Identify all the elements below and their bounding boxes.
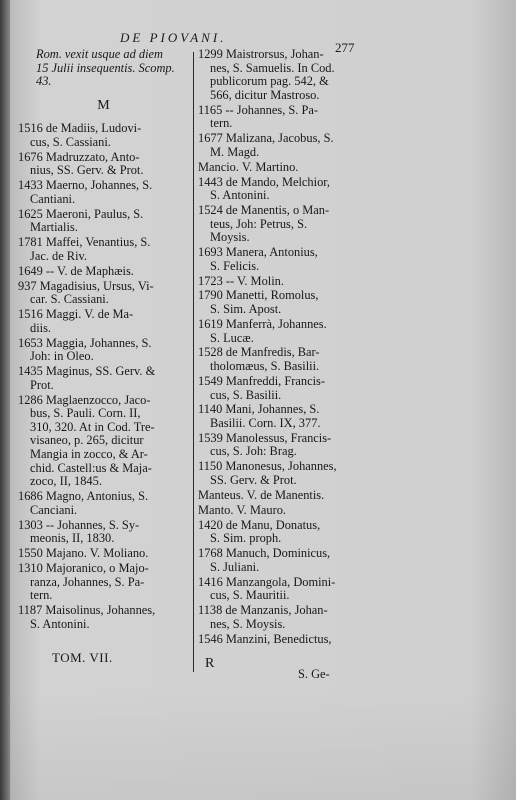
entry-line: S. Felicis. xyxy=(210,258,260,273)
entry-line: 1550 Majano. V. Moliano. xyxy=(18,546,149,561)
register-entry xyxy=(198,246,373,273)
entry-line: 1677 Malizana, Jacobus, S. xyxy=(198,131,334,146)
register-entry xyxy=(198,432,373,459)
entry-line: 1768 Manuch, Dominicus, xyxy=(198,546,331,561)
register-entry xyxy=(18,308,190,335)
entry-line: cus, S. Cassiani. xyxy=(30,134,111,149)
entry-line: cus, S. Basilii. xyxy=(210,387,282,402)
register-entry xyxy=(198,346,373,373)
entry-line: Prot. xyxy=(30,377,54,392)
register-entry xyxy=(18,365,190,392)
entry-line: 1286 Maglaenzocco, Jaco- xyxy=(18,392,151,407)
running-head: DE PIOVANI. xyxy=(120,30,227,45)
entry-line: Joh: in Oleo. xyxy=(30,349,94,364)
register-entry xyxy=(18,265,190,279)
entry-line: 1539 Manolessus, Francis- xyxy=(198,430,332,445)
entry-line: S. Antonini. xyxy=(30,616,90,631)
entry-line: 1549 Manfreddi, Francis- xyxy=(198,373,325,388)
entry-line: Basilii. Corn. IX, 377. xyxy=(210,416,321,430)
section-letter: M xyxy=(97,97,111,113)
entry-line: tern. xyxy=(30,588,53,603)
left-entries xyxy=(18,122,190,631)
catchword: S. Ge- xyxy=(298,667,330,681)
entry-line: Mangia in zocco, & Ar- xyxy=(30,447,148,461)
register-entry xyxy=(18,151,190,178)
entry-line: 1516 Maggi. V. de Ma- xyxy=(18,307,134,322)
register-entry xyxy=(18,280,190,307)
entry-line: 1723 -- V. Molin. xyxy=(198,273,284,288)
register-entry xyxy=(198,504,373,518)
entry-line: nes, S. Samuelis. In Cod. xyxy=(210,60,335,75)
register-entry xyxy=(18,337,190,364)
column-divider xyxy=(193,52,194,672)
register-entry xyxy=(198,318,373,345)
register-entry xyxy=(18,547,190,561)
entry-line: nes, S. Moysis. xyxy=(210,616,286,631)
entry-line: 1619 Manferrà, Johannes. xyxy=(198,316,327,331)
register-entry xyxy=(18,394,190,489)
register-entry xyxy=(198,375,373,402)
entry-line: 1140 Mani, Johannes, S. xyxy=(198,402,320,417)
entry-line: 1686 Magno, Antonius, S. xyxy=(18,489,149,504)
entry-line: S. Sim. proph. xyxy=(210,531,282,546)
register-entry xyxy=(18,519,190,546)
register-entry xyxy=(198,547,373,574)
entry-line: 1676 Madruzzato, Anto- xyxy=(18,149,140,164)
register-entry xyxy=(198,460,373,487)
entry-line: SS. Gerv. & Prot. xyxy=(210,472,297,487)
entry-line: Manteus. V. de Manentis. xyxy=(198,487,325,502)
register-entry xyxy=(198,489,373,503)
entry-line: S. Juliani. xyxy=(210,559,260,574)
volume-label: TOM. VII. xyxy=(52,650,113,665)
entry-line: 1781 Maffei, Venantius, S. xyxy=(18,235,151,250)
register-entry xyxy=(198,132,373,159)
entry-line: 1524 de Manentis, o Man- xyxy=(198,203,330,218)
register-entry xyxy=(198,176,373,203)
entry-line: 566, dicitur Mastroso. xyxy=(210,87,320,102)
entry-line: S. Sim. Apost. xyxy=(210,302,282,317)
register-entry xyxy=(198,403,373,430)
entry-line: Canciani. xyxy=(30,502,78,517)
entry-line: 1625 Maeroni, Paulus, S. xyxy=(18,206,144,221)
entry-line: tholomæus, S. Basilii. xyxy=(210,359,320,374)
entry-line: Manto. V. Mauro. xyxy=(198,502,286,517)
entry-line: Mancio. V. Martino. xyxy=(198,159,299,174)
entry-line: cus, S. Mauritii. xyxy=(210,588,290,603)
lower-page-margin xyxy=(0,690,516,800)
entry-line: 1138 de Manzanis, Johan- xyxy=(198,603,328,618)
register-entry xyxy=(198,48,373,102)
register-entry xyxy=(18,490,190,517)
right-entries xyxy=(198,48,373,646)
entry-line: publicorum pag. 542, & xyxy=(210,74,329,89)
entry-line: Jac. de Riv. xyxy=(30,248,88,263)
entry-line: S. Antonini. xyxy=(210,188,270,203)
register-entry xyxy=(198,161,373,175)
entry-line: 1303 -- Johannes, S. Sy- xyxy=(18,517,140,532)
register-entry xyxy=(198,204,373,245)
entry-line: 310, 320. At in Cod. Tre- xyxy=(30,419,155,434)
entry-line: 1653 Maggia, Johannes, S. xyxy=(18,335,152,350)
entry-line: 1310 Majoranico, o Majo- xyxy=(18,560,149,575)
entry-line: 1416 Manzangola, Domini- xyxy=(198,574,336,589)
register-entry xyxy=(198,275,373,289)
entry-line: 1516 de Madiis, Ludovi- xyxy=(18,121,142,136)
entry-line: nius, SS. Gerv. & Prot. xyxy=(30,163,144,178)
register-entry xyxy=(18,604,190,631)
entry-line: S. Lucæ. xyxy=(210,330,254,345)
entry-line: 1790 Manetti, Romolus, xyxy=(198,288,319,303)
register-entry xyxy=(18,236,190,263)
entry-line: car. S. Cassiani. xyxy=(30,292,109,307)
intro-line: Rom. vexit usque ad diem xyxy=(36,47,163,61)
intro-continuation xyxy=(18,48,190,89)
intro-line: 15 Julii insequentis. Scomp. xyxy=(36,60,175,75)
entry-line: 1443 de Mando, Melchior, xyxy=(198,174,330,189)
entry-line: 1528 de Manfredis, Bar- xyxy=(198,345,320,360)
entry-line: cus, S. Joh: Brag. xyxy=(210,444,297,459)
register-entry xyxy=(18,122,190,149)
entry-line: Cantiani. xyxy=(30,191,76,206)
register-entry xyxy=(198,104,373,131)
entry-line: 1165 -- Johannes, S. Pa- xyxy=(198,102,318,117)
register-entry xyxy=(198,604,373,631)
entry-line: visaneo, p. 265, dicitur xyxy=(30,433,144,448)
entry-line: diis. xyxy=(30,320,51,335)
register-entry xyxy=(18,562,190,603)
entry-line: 1187 Maisolinus, Johannes, xyxy=(18,603,156,618)
register-entry xyxy=(198,576,373,603)
entry-line: zoco, II, 1845. xyxy=(30,474,102,489)
register-entry xyxy=(198,633,373,647)
register-entry xyxy=(198,519,373,546)
left-column xyxy=(18,48,190,633)
entry-line: meonis, II, 1830. xyxy=(30,531,115,546)
entry-line: 1435 Maginus, SS. Gerv. & xyxy=(18,364,156,379)
entry-line: 937 Magadisius, Ursus, Vi- xyxy=(18,278,154,293)
entry-line: 1693 Manera, Antonius, xyxy=(198,245,318,260)
register-entry xyxy=(18,179,190,206)
entry-line: tern. xyxy=(210,116,233,131)
entry-line: 1433 Maerno, Johannes, S. xyxy=(18,178,153,193)
page-number: 277 xyxy=(335,40,355,55)
entry-line: 1150 Manonesus, Johannes, xyxy=(198,459,337,474)
intro-line: 43. xyxy=(36,74,52,89)
register-entry xyxy=(18,208,190,235)
binding-gutter xyxy=(0,0,10,800)
entry-line: ranza, Johannes, S. Pa- xyxy=(30,574,145,589)
signature-mark: R xyxy=(205,656,215,671)
register-entry xyxy=(198,289,373,316)
entry-line: bus, S. Pauli. Corn. II, xyxy=(30,406,141,421)
entry-line: 1649 -- V. de Maphæis. xyxy=(18,263,134,278)
entry-line: Moysis. xyxy=(210,230,250,245)
right-column xyxy=(198,48,373,647)
entry-line: teus, Joh: Petrus, S. xyxy=(210,216,308,231)
entry-line: 1299 Maistrorsus, Johan- xyxy=(198,47,324,61)
entry-line: Martialis. xyxy=(30,220,78,235)
entry-line: 1420 de Manu, Donatus, xyxy=(198,517,321,532)
entry-line: chid. Castell:us & Maja- xyxy=(30,460,152,475)
entry-line: 1546 Manzini, Benedictus, xyxy=(198,631,332,646)
entry-line: M. Magd. xyxy=(210,144,260,159)
